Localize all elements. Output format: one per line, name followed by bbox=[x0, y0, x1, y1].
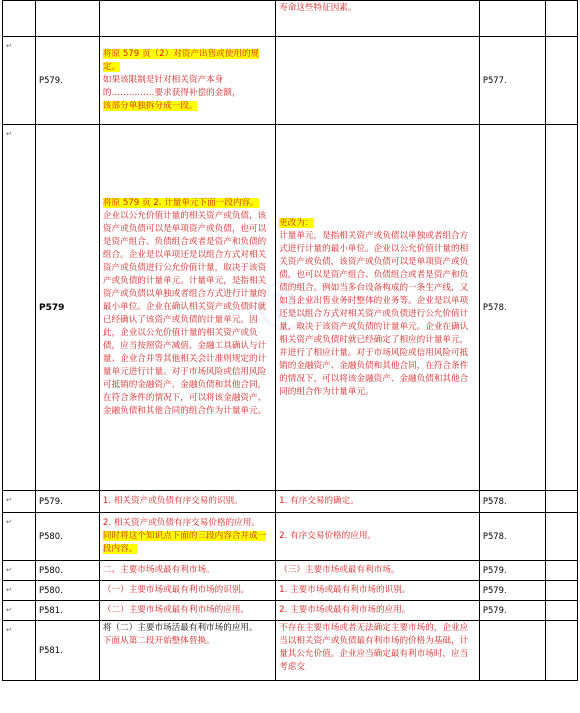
old-page-label: P580. bbox=[39, 585, 63, 595]
text-segment: 1. 相关资产或负债有序交易的识别。 bbox=[102, 496, 243, 506]
empty-cell bbox=[546, 37, 578, 125]
old-page-ref bbox=[36, 1, 100, 37]
old-page-ref bbox=[36, 491, 100, 513]
revised-text-cell bbox=[276, 621, 480, 681]
empty-cell bbox=[546, 601, 578, 621]
original-text-cell bbox=[99, 601, 275, 621]
table-row bbox=[3, 621, 578, 681]
original-text-cell bbox=[99, 37, 275, 125]
new-page-ref bbox=[479, 37, 545, 125]
old-page-label: P580. bbox=[39, 531, 63, 541]
text-segment: 该部分单独拆分成一段。 bbox=[102, 101, 198, 111]
row-marker: ↵ bbox=[3, 581, 36, 601]
text-segment: 将原 579 页 2. 计量单元下面一段内容。 bbox=[102, 198, 259, 208]
revised-text-cell bbox=[276, 125, 480, 491]
new-page-label: P579. bbox=[482, 605, 507, 615]
old-page-ref bbox=[36, 621, 100, 681]
text-segment: 寿命这些特征因素。 bbox=[279, 3, 357, 13]
old-page-ref bbox=[36, 37, 100, 125]
text-segment: 2. 主要市场或最有利市场的应用。 bbox=[279, 605, 411, 615]
row-marker: ↵ bbox=[3, 561, 36, 581]
original-text-cell bbox=[99, 125, 275, 491]
new-page-ref bbox=[479, 125, 545, 491]
table-row bbox=[3, 1, 578, 37]
text-segment: 如果该限制是针对相关资产本身的……………要求获得补偿的金额， bbox=[102, 75, 241, 98]
new-page-label: P578. bbox=[482, 531, 507, 541]
revised-text-cell bbox=[276, 601, 480, 621]
new-page-ref bbox=[479, 581, 545, 601]
revised-text-cell bbox=[276, 491, 480, 513]
old-page-ref bbox=[36, 561, 100, 581]
text-segment: 下面从第二段开始整体替换。 bbox=[102, 636, 215, 646]
new-page-ref bbox=[479, 513, 545, 561]
empty-cell bbox=[546, 125, 578, 491]
table-row bbox=[3, 513, 578, 561]
revised-text-cell bbox=[276, 1, 480, 37]
row-marker: ↵ bbox=[3, 125, 36, 491]
old-page-label: P579. bbox=[39, 75, 63, 85]
row-marker: ↵ bbox=[3, 601, 36, 621]
old-page-ref bbox=[36, 581, 100, 601]
revised-text-cell bbox=[276, 561, 480, 581]
row-marker: ↵ bbox=[3, 37, 36, 125]
new-page-label: P578. bbox=[482, 496, 507, 506]
revised-text-cell bbox=[276, 513, 480, 561]
empty-cell bbox=[546, 491, 578, 513]
text-segment: 1. 有序交易的确定。 bbox=[279, 496, 359, 506]
new-page-ref bbox=[479, 1, 545, 37]
text-segment: 将原 579 页（2）对资产出售或使用的规定。 bbox=[102, 49, 260, 72]
text-segment: 2. 相关资产或负债有序交易价格的应用。 bbox=[102, 518, 260, 528]
original-text-cell bbox=[99, 491, 275, 513]
original-text-cell bbox=[99, 621, 275, 681]
new-page-ref bbox=[479, 561, 545, 581]
text-segment: 二、主要市场或最有利市场。 bbox=[102, 565, 215, 575]
table-row bbox=[3, 125, 578, 491]
text-segment: （二）主要市场或最有利市场的应用。 bbox=[102, 605, 250, 615]
new-page-label: P579. bbox=[482, 565, 507, 575]
old-page-label: P581. bbox=[39, 605, 63, 615]
text-segment: 不存在主要市场或者无法确定主要市场的，企业应当以相关资产或负债最有利市场的价格为基础，计量其公允价值。企业应当确定最有利市场时，应当考虑交 bbox=[279, 623, 469, 672]
empty-cell bbox=[546, 561, 578, 581]
old-page-ref bbox=[36, 601, 100, 621]
table-row bbox=[3, 581, 578, 601]
text-segment: 更改为： bbox=[279, 217, 314, 228]
old-page-label: P579. bbox=[39, 496, 63, 506]
empty-cell bbox=[546, 1, 578, 37]
text-segment: （一）主要市场或最有利市场的识别。 bbox=[102, 585, 250, 595]
new-page-label: P578. bbox=[482, 302, 507, 312]
errata-table bbox=[2, 0, 578, 681]
text-segment: 企业以公允价值计量的相关资产或负债，该资产或负债可以是单项资产或负债，也可以是资产组合、负债组合或者是资产和负债的组合。企业是以单项还是以组合方式对相关资产或负债进行公允价值计量，取决于该资产或负债的计量单元。计量单元，是指相关资产或负债以单独或者组合方式进行计量的最小单位。企业在确认相关资产或负债时就已经确认了该资产或负债的计量单元。因此，企业以公允价值计量的相关资产或负债，应当按照资产减值、金融工具确认与计量、企业合并等其他相关会计准则规定的计量单元进行计量。对于市场风险或信用风险可抵销的金融资产、金融负债和其他合同，在符合条件的情况下，可以将该金融资产、金融负债和其他合同的组合作为计量单元。 bbox=[102, 211, 267, 416]
old-page-label: P579 bbox=[39, 302, 65, 313]
table-row bbox=[3, 491, 578, 513]
text-segment: 2. 有序交易价格的应用。 bbox=[279, 531, 377, 541]
row-marker: ↵ bbox=[3, 491, 36, 513]
new-page-label: P577. bbox=[482, 75, 507, 85]
original-text-cell bbox=[99, 581, 275, 601]
table-row bbox=[3, 561, 578, 581]
empty-cell bbox=[546, 513, 578, 561]
new-page-label: P579. bbox=[482, 585, 507, 595]
text-segment: 1. 主要市场或最有利市场的识别。 bbox=[279, 585, 411, 595]
text-segment: 同时将这个知识点下面的三段内容合并成一段内容。 bbox=[102, 531, 267, 554]
empty-cell bbox=[546, 581, 578, 601]
revised-text-cell bbox=[276, 581, 480, 601]
text-segment: 计量单元，是指相关资产或负债以单独或者组合方式进行计量的最小单位。企业以公允价值计量的相关资产或负债，该资产或负债可以是单项资产或负债，也可以是资产组合、负债组合或者是资产和负债的组合。例如当多台设备构成的一条生产线，又如当企业出售业务时整体的业务等。企业是以单项还是以组合方式对相关资产或负债进行公允价值计量，取决于该资产或负债的计量单元。企业在确认相关资产或负债时就已经确定了相应的计量单元，并进行了相应计量。对于市场风险或信用风险可抵销的金融资产、金融负债和其他合同，在符合条件的情况下，可以将该金融资产、金融负债和其他合同的组合作为计量单元。 bbox=[279, 230, 469, 397]
original-text-cell bbox=[99, 561, 275, 581]
new-page-ref bbox=[479, 601, 545, 621]
original-text-cell bbox=[99, 1, 275, 37]
old-page-label: P581. bbox=[39, 645, 63, 655]
old-page-label: P580. bbox=[39, 565, 63, 575]
text-segment: （三）主要市场或最有利市场。 bbox=[279, 565, 400, 575]
new-page-ref bbox=[479, 621, 545, 681]
new-page-ref bbox=[479, 491, 545, 513]
row-marker bbox=[3, 1, 36, 37]
revised-text-cell bbox=[276, 37, 480, 125]
row-marker: ↵ bbox=[3, 513, 36, 561]
table-row bbox=[3, 601, 578, 621]
original-text-cell bbox=[99, 513, 275, 561]
table-row bbox=[3, 37, 578, 125]
row-marker: ↵ bbox=[3, 621, 36, 681]
watermark: ® bbox=[250, 261, 320, 351]
old-page-ref bbox=[36, 513, 100, 561]
old-page-ref bbox=[36, 125, 100, 491]
empty-cell bbox=[546, 621, 578, 681]
text-segment: 将（二）主要市场活最有利市场的应用。 bbox=[102, 623, 258, 633]
